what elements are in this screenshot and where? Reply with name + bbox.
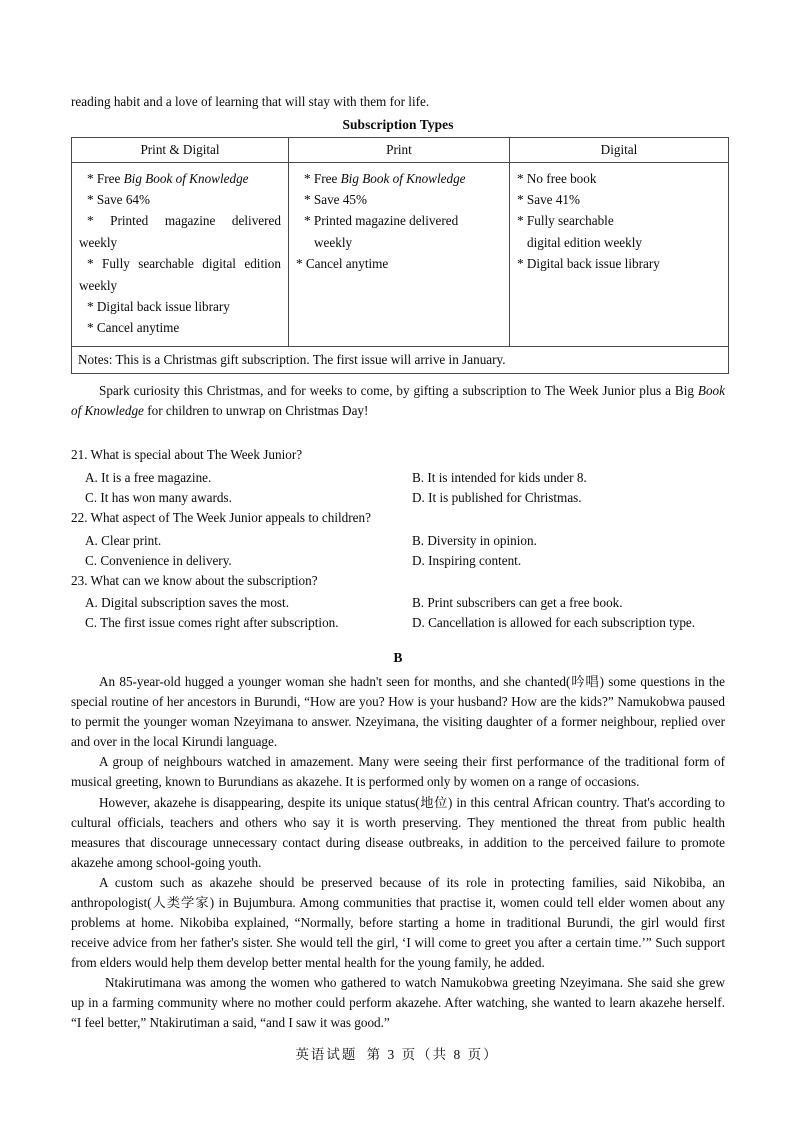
option-d[interactable]: D. Cancellation is allowed for each subscription type. <box>412 615 696 631</box>
question-option-row <box>71 486 725 506</box>
list-item: * No free book <box>517 170 597 186</box>
footer-subject: 英语试题 <box>295 1047 358 1062</box>
page-content <box>71 92 725 1033</box>
question-stem: 22. What aspect of The Week Junior appeals to children? <box>71 509 371 525</box>
question-stem: 21. What is special about The Week Junior? <box>71 446 303 462</box>
spacer <box>71 631 725 646</box>
option-b[interactable]: B. Print subscribers can get a free book. <box>412 595 623 611</box>
question-option-row <box>71 529 725 549</box>
table-cell-print-digital <box>72 162 289 346</box>
question-option-row <box>71 591 725 611</box>
option-a[interactable]: A. Digital subscription saves the most. <box>85 595 290 611</box>
option-b[interactable]: B. It is intended for kids under 8. <box>412 469 587 485</box>
option-c[interactable]: C. It has won many awards. <box>85 489 232 505</box>
option-b[interactable]: B. Diversity in opinion. <box>412 532 537 548</box>
intro-line: reading habit and a love of learning that will stay with them for life. <box>71 94 430 109</box>
question-option-row <box>71 611 725 631</box>
table-header-print: Print <box>289 137 510 162</box>
list-item: * Printed magazine delivered <box>304 213 459 229</box>
list-item: * Save 45% <box>304 192 367 208</box>
list-item: * Cancel anytime <box>87 320 180 336</box>
passage-paragraph-2: A group of neighbours watched in amazement. Many were seeing their first performance of the traditional form of musical greeting, known to Burundians as akazehe. It is performed only by women on a range of occasions. <box>71 754 725 790</box>
table-header-digital: Digital <box>510 137 729 162</box>
question-block-23 <box>71 569 725 632</box>
notes-text: Notes: This is a Christmas gift subscription. The first issue will arrive in January. <box>78 351 506 367</box>
footer-page-label: 第 3 页（共 8 页） <box>366 1047 499 1062</box>
list-item: * Save 64% <box>87 192 150 208</box>
spacer <box>71 421 725 443</box>
question-stem: 23. What can we know about the subscription? <box>71 572 318 588</box>
list-item-continuation: weekly <box>314 234 353 250</box>
closing-paragraph: Spark curiosity this Christmas, and for weeks to come, by gifting a subscription to The Week Junior plus a Big Book of Knowledge for children to unwrap on Christmas Day! <box>71 382 725 418</box>
question-option-row <box>71 549 725 569</box>
title-italic: Book of Knowledge <box>71 382 725 418</box>
table-notes-row <box>72 346 729 373</box>
table-header-print-digital: Print & Digital <box>72 137 289 162</box>
table-cell-digital <box>510 162 729 346</box>
question-block-22 <box>71 506 725 569</box>
title-italic: Big Book of Knowledge <box>123 170 249 186</box>
option-d[interactable]: D. It is published for Christmas. <box>412 489 582 505</box>
list-item: * Fully searchable <box>517 213 614 229</box>
list-item: * Printed magazine delivered weekly <box>79 213 281 250</box>
option-c[interactable]: C. The first issue comes right after subscription. <box>85 615 339 631</box>
page-footer <box>0 1043 794 1063</box>
list-item: * Digital back issue library <box>87 298 230 314</box>
table-body-row <box>72 162 729 346</box>
option-a[interactable]: A. It is a free magazine. <box>85 469 212 485</box>
table-cell-print <box>289 162 510 346</box>
list-item: * Fully searchable digital edition weekly <box>79 256 281 293</box>
passage-paragraph-4: A custom such as akazehe should be preserved because of its role in protecting families, said Nikobiba, an anthropologist(人类学家) in Bujumbura. Among communities that practise it, women could tell elder women about any problems at home. Nikobiba explained, “Normally, before starting a home in traditional Burundi, the girl would first receive advice from her father's sister. She would tell the girl, ‘I will come to greet you after a certain time.’” Such support from elders would help them develop better mental health for the young family, he added. <box>71 874 725 971</box>
question-block-21 <box>71 443 725 506</box>
option-d[interactable]: D. Inspiring content. <box>412 552 522 568</box>
list-item: * Cancel anytime <box>296 256 389 272</box>
subscription-types-table <box>71 137 729 374</box>
section-letter-b: B <box>393 650 403 666</box>
passage-paragraph-1: An 85-year-old hugged a younger woman she hadn't seen for months, and she chanted(吟唱) some questions in the special routine of her ancestors in Burundi, “How are you? How is your husband? How are the kids?” Namukobwa paused to permit the younger woman Nzeyimana to answer. Nzeyimana, the visiting daughter of a former neighbour, replied over and over in the local Kirundi language. <box>71 674 725 750</box>
passage-paragraph-3: However, akazehe is disappearing, despite its unique status(地位) in this central African country. That's according to cultural officials, teachers and others who say it is worth preserving. They mentioned the threat from public health measures that discourage unnecessary contact during disease outbreaks, in addition to the perceived failure to promote akazehe among school-going youth. <box>71 794 725 870</box>
list-item-continuation: digital edition weekly <box>527 234 642 250</box>
table-cell-notes <box>72 346 729 373</box>
list-item: * Free Big Book of Knowledge <box>304 170 466 186</box>
option-a[interactable]: A. Clear print. <box>85 532 162 548</box>
option-c[interactable]: C. Convenience in delivery. <box>85 552 232 568</box>
table-title: Subscription Types <box>342 116 454 132</box>
list-item: * Free Big Book of Knowledge <box>87 170 249 186</box>
list-item: * Digital back issue library <box>517 256 660 272</box>
spacer <box>71 374 725 381</box>
title-italic: Big Book of Knowledge <box>340 170 466 186</box>
table-header-row <box>72 137 729 162</box>
passage-paragraph-5: Ntakirutimana was among the women who gathered to watch Namukobwa greeting Nzeyimana. She said she grew up in a farming community where no mother could perform akazehe. After watching, she wanted to learn akazehe herself. “I feel better,” Ntakirutiman a said, “and I saw it was good.” <box>71 975 725 1031</box>
list-item: * Save 41% <box>517 192 580 208</box>
question-option-row <box>71 466 725 486</box>
